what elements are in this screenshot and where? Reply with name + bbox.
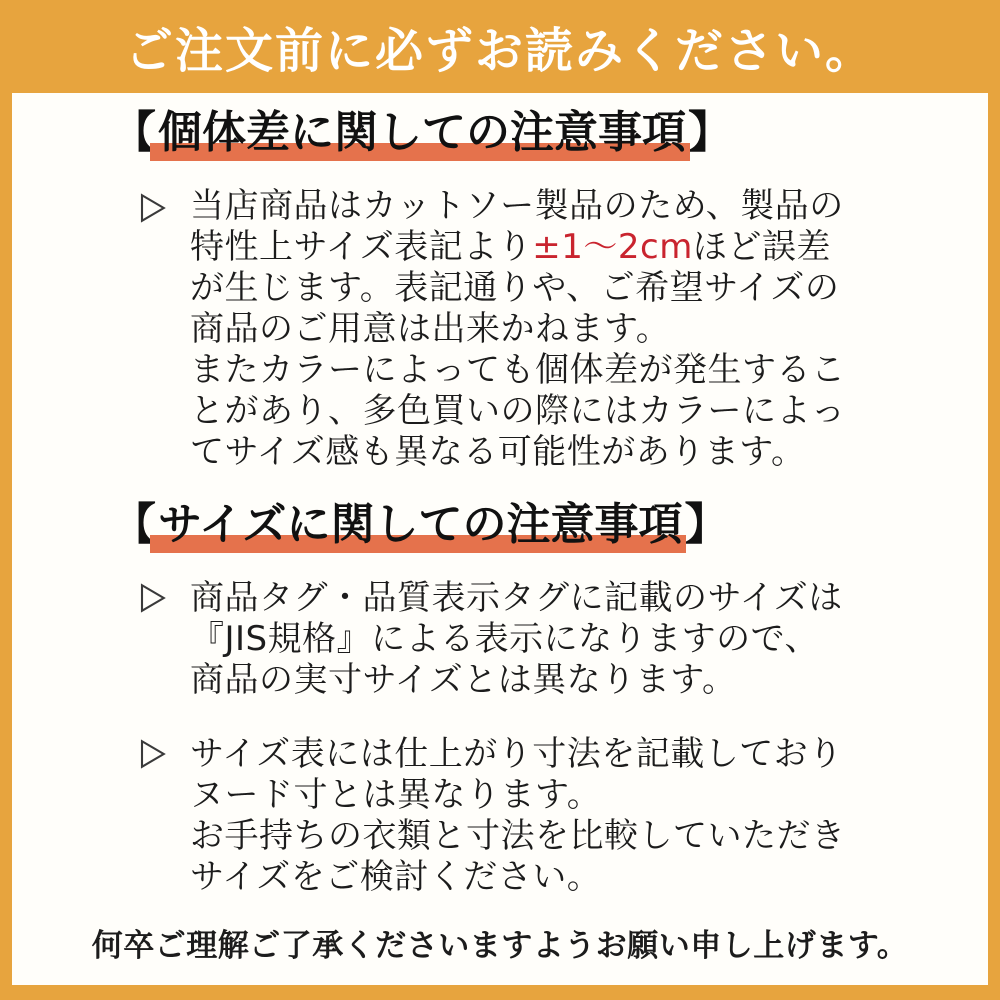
notice-line: またカラーによっても個体差が発生するこ bbox=[190, 350, 846, 390]
heading-text: 個体差に関しての注意事項 bbox=[158, 107, 686, 158]
notice-line: お手持ちの衣類と寸法を比較していただき bbox=[190, 816, 846, 856]
bracket-open: 【 bbox=[112, 107, 156, 158]
triangle-bullet-icon bbox=[133, 190, 169, 226]
bracket-open: 【 bbox=[112, 499, 156, 550]
section-heading-size bbox=[112, 498, 728, 552]
bracket-close: 】 bbox=[688, 107, 732, 158]
heading-highlight bbox=[156, 106, 688, 160]
frame-border-left bbox=[0, 93, 12, 1000]
line-segment: 特性上サイズ表記より bbox=[190, 227, 533, 267]
frame-border-bottom bbox=[0, 985, 1000, 1000]
notice-paragraph-jis bbox=[190, 578, 890, 701]
notice-line: 商品タグ・品質表示タグに記載のサイズは bbox=[190, 578, 843, 618]
frame-border-right bbox=[988, 93, 1000, 1000]
notice-line: てサイズ感も異なる可能性があります。 bbox=[190, 432, 806, 472]
notice-line: が生じます。表記通りや、ご希望サイズの bbox=[190, 268, 840, 308]
top-banner bbox=[0, 0, 1000, 93]
footer-courtesy-text: 何卒ご理解ご了承くださいますようお願い申し上げます。 bbox=[91, 928, 909, 964]
notice-line: サイズ表には仕上がり寸法を記載しており bbox=[190, 734, 843, 774]
notice-paragraph-individual-difference bbox=[190, 186, 890, 473]
triangle-bullet-icon bbox=[133, 580, 169, 616]
notice-paragraph-measurement bbox=[190, 734, 890, 898]
notice-line: 『JIS規格』による表示になりますので、 bbox=[190, 619, 819, 659]
heading-highlight bbox=[156, 498, 684, 552]
bracket-close: 】 bbox=[684, 499, 729, 550]
notice-line: 商品の実寸サイズとは異なります。 bbox=[190, 660, 737, 700]
notice-line: 商品のご用意は出来かねます。 bbox=[190, 309, 671, 349]
triangle-bullet-icon bbox=[133, 736, 169, 772]
size-tolerance-value: ±1〜2cm bbox=[532, 227, 693, 267]
page-title: ご注文前に必ずお読みください。 bbox=[124, 23, 875, 79]
notice-line: とがあり、多色買いの際にはカラーによっ bbox=[190, 391, 846, 431]
notice-line: サイズをご検討ください。 bbox=[190, 857, 602, 897]
heading-text: サイズに関しての注意事項 bbox=[158, 499, 683, 550]
line-segment: ほど誤差 bbox=[692, 227, 831, 267]
section-heading-individual-difference bbox=[112, 106, 732, 160]
notice-line: ヌード寸とは異なります。 bbox=[190, 775, 602, 815]
notice-line bbox=[190, 227, 890, 268]
notice-line: 当店商品はカットソー製品のため、製品の bbox=[190, 186, 844, 226]
